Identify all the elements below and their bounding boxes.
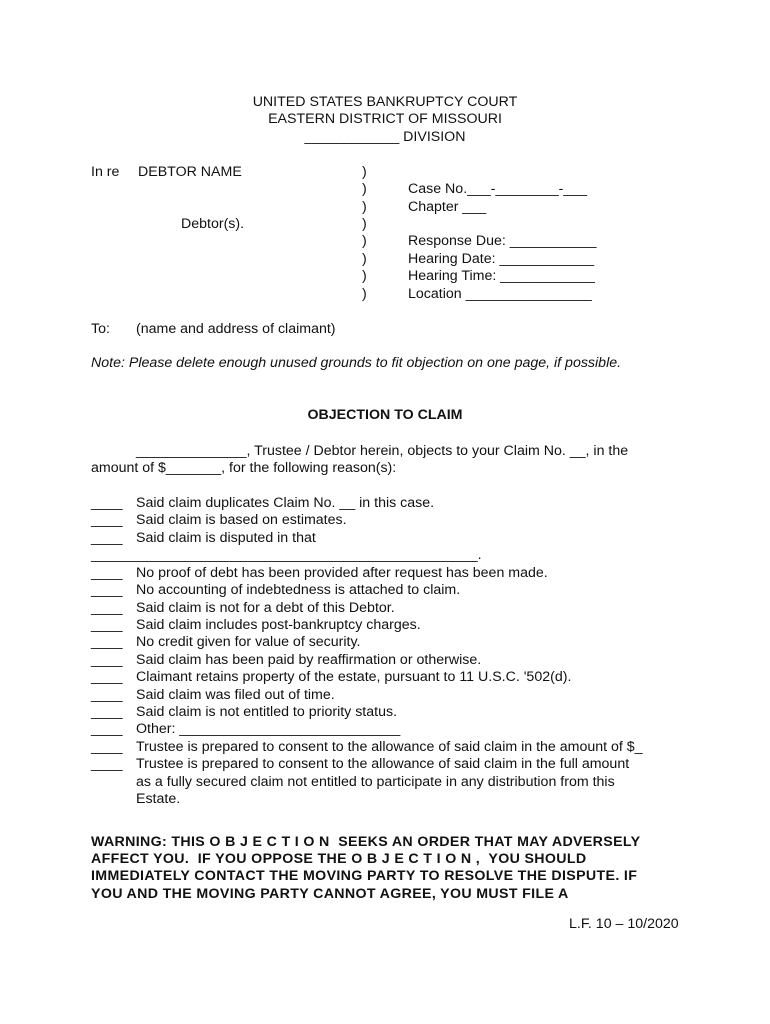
to-label: To: bbox=[91, 321, 110, 337]
court-name: UNITED STATES BANKRUPTCY COURT bbox=[252, 94, 518, 110]
document-title: OBJECTION TO CLAIM bbox=[307, 407, 463, 423]
debtor-name: DEBTOR NAME bbox=[138, 164, 242, 180]
reason-item-line: Trustee is prepared to consent to the allowance of said claim in the full amount bbox=[136, 756, 630, 772]
chapter: Chapter ___ bbox=[408, 199, 487, 215]
warning-line: YOU AND THE MOVING PARTY CANNOT AGREE, YOU MUST FILE A bbox=[91, 886, 569, 902]
reason-blank: ____ bbox=[91, 634, 123, 650]
caption-paren: ) bbox=[362, 251, 367, 267]
debtors-label: Debtor(s). bbox=[181, 216, 245, 232]
response-due: Response Due: ___________ bbox=[408, 233, 597, 249]
reason-blank: ____ bbox=[91, 652, 123, 668]
reason-item: No accounting of indebtedness is attached to claim. bbox=[136, 582, 461, 598]
caption-paren: ) bbox=[362, 233, 367, 249]
dispute-blank-line: _________________________________________________. bbox=[91, 547, 482, 563]
case-number: Case No.___-________-___ bbox=[408, 181, 588, 197]
in-re-label: In re bbox=[91, 164, 120, 180]
court-district: EASTERN DISTRICT OF MISSOURI bbox=[268, 111, 502, 127]
intro-line-2: amount of $_______, for the following reason(s): bbox=[91, 460, 397, 476]
reason-item-line: Estate. bbox=[136, 791, 181, 807]
caption-paren: ) bbox=[362, 181, 367, 197]
reason-item: Said claim includes post-bankruptcy charges. bbox=[136, 617, 421, 633]
reason-item: Said claim is disputed in that bbox=[136, 530, 316, 546]
reason-blank: ____ bbox=[91, 721, 123, 737]
reason-blank: ____ bbox=[91, 530, 123, 546]
intro-line-1: ______________, Trustee / Debtor herein, objects to your Claim No. __, in the bbox=[136, 443, 629, 459]
reason-blank: ____ bbox=[91, 704, 123, 720]
reason-blank: ____ bbox=[91, 495, 123, 511]
reason-item-line: as a fully secured claim not entitled to participate in any distribution from this bbox=[136, 774, 615, 790]
reason-item: Other: ____________________________ bbox=[136, 721, 401, 737]
note: Note: Please delete enough unused grounds to fit objection on one page, if possible. bbox=[91, 355, 622, 371]
hearing-time: Hearing Time: ____________ bbox=[408, 268, 595, 284]
reason-item: Said claim is based on estimates. bbox=[136, 512, 347, 528]
claimant-address: (name and address of claimant) bbox=[136, 321, 336, 337]
warning-line: AFFECT YOU. IF YOU OPPOSE THE O B J E C T I O N , YOU SHOULD bbox=[91, 851, 587, 867]
reason-item: No credit given for value of security. bbox=[136, 634, 361, 650]
caption-paren: ) bbox=[362, 216, 367, 232]
reason-blank: ____ bbox=[91, 687, 123, 703]
reason-blank: ____ bbox=[91, 756, 123, 772]
reason-item: Trustee is prepared to consent to the allowance of said claim in the amount of $_ bbox=[136, 739, 643, 755]
court-division: ____________ DIVISION bbox=[304, 129, 466, 145]
reason-blank: ____ bbox=[91, 565, 123, 581]
reason-item: Said claim has been paid by reaffirmation or otherwise. bbox=[136, 652, 482, 668]
warning-line: WARNING: THIS O B J E C T I O N SEEKS AN ORDER THAT MAY ADVERSELY bbox=[91, 834, 641, 850]
caption-paren: ) bbox=[362, 199, 367, 215]
reason-blank: ____ bbox=[91, 582, 123, 598]
reason-item: Said claim is not for a debt of this Debtor. bbox=[136, 600, 395, 616]
reason-item: Claimant retains property of the estate, pursuant to 11 U.S.C. '502(d). bbox=[136, 669, 572, 685]
form-footer: L.F. 10 – 10/2020 bbox=[569, 916, 679, 932]
reason-blank: ____ bbox=[91, 669, 123, 685]
caption-paren: ) bbox=[362, 164, 367, 180]
location: Location ________________ bbox=[408, 286, 592, 302]
reason-item: Said claim was filed out of time. bbox=[136, 687, 335, 703]
reason-blank: ____ bbox=[91, 600, 123, 616]
caption-paren: ) bbox=[362, 268, 367, 284]
warning-line: IMMEDIATELY CONTACT THE MOVING PARTY TO RESOLVE THE DISPUTE. IF bbox=[91, 868, 638, 884]
hearing-date: Hearing Date: ____________ bbox=[408, 251, 595, 267]
caption-paren: ) bbox=[362, 286, 367, 302]
reason-blank: ____ bbox=[91, 512, 123, 528]
reason-item: Said claim duplicates Claim No. __ in this case. bbox=[136, 495, 435, 511]
reason-blank: ____ bbox=[91, 739, 123, 755]
reason-item: No proof of debt has been provided after request has been made. bbox=[136, 565, 548, 581]
reason-blank: ____ bbox=[91, 617, 123, 633]
reason-item: Said claim is not entitled to priority status. bbox=[136, 704, 398, 720]
